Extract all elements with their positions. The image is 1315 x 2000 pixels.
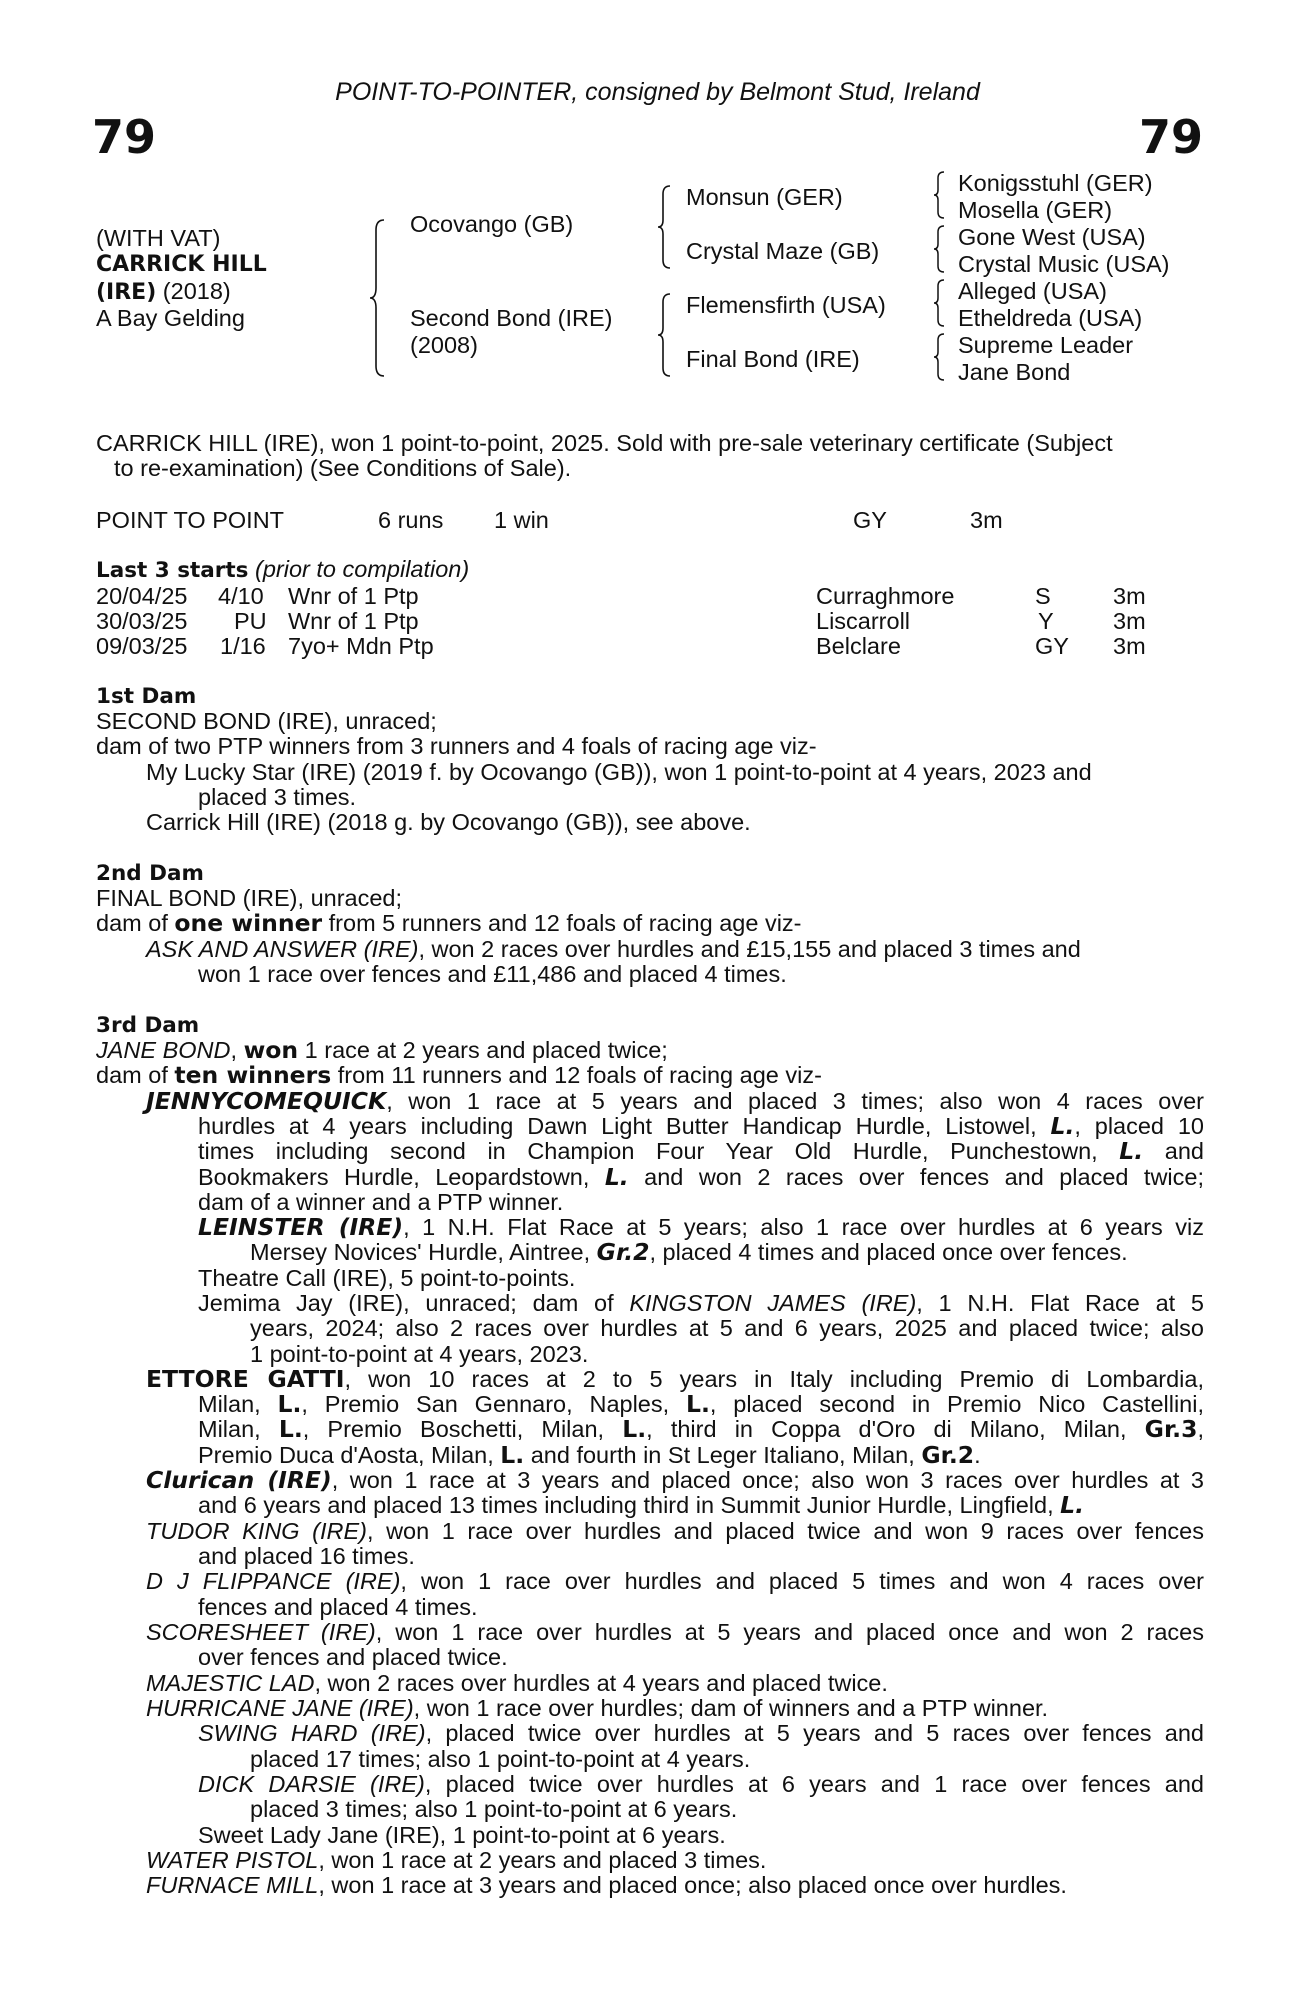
pedigree-grandparent-8: Jane Bond — [958, 359, 1071, 385]
pedigree-grandparent-4: Crystal Music (USA) — [958, 251, 1170, 277]
text-bold: won — [243, 1036, 299, 1064]
winner-name: JENNYCOMEQUICK — [146, 1087, 387, 1115]
third-dam-line — [198, 1392, 1204, 1418]
pedigree-sire: Ocovango (GB) — [410, 211, 574, 237]
winner-name: WATER PISTOL — [146, 1847, 319, 1873]
lot-number-left: 79 — [92, 110, 157, 164]
start-position: 1/16 — [220, 633, 266, 659]
pedigree-grandparent-5: Alleged (USA) — [958, 278, 1107, 304]
sire-parents-brace — [656, 184, 674, 270]
second-dam-line — [96, 911, 802, 937]
start-distance: 3m — [1113, 583, 1146, 609]
text: , won 1 race at 2 years and placed 3 times. — [318, 1847, 767, 1873]
winner-name: DICK DARSIE (IRE) — [198, 1771, 425, 1797]
start-distance: 3m — [1113, 608, 1146, 634]
winner-name: MAJESTIC LAD — [146, 1670, 315, 1696]
text: , 1 N.H. Flat Race at 5 — [916, 1290, 1204, 1316]
third-dam-line: Sweet Lady Jane (IRE), 1 point-to-point at 6 years. — [198, 1822, 726, 1848]
pedigree-grandparent-1: Konigsstuhl (GER) — [958, 170, 1153, 196]
third-dam-line — [146, 1671, 888, 1697]
text: , placed second in Premio Nico Castellini, — [709, 1391, 1204, 1417]
text: , placed twice over hurdles at 5 years and 5 races over fences and — [425, 1720, 1204, 1746]
text: . — [974, 1442, 981, 1468]
listed-badge: L. — [278, 1415, 303, 1443]
record-label: POINT TO POINT — [96, 507, 285, 533]
text: , Premio San Gennaro, Naples, — [301, 1391, 686, 1417]
text-bold: ten winners — [174, 1061, 332, 1089]
text: , won 1 race at 3 years and placed once; also won 3 races over hurdles at 3 — [331, 1467, 1205, 1493]
third-dam-line — [198, 1721, 1204, 1747]
second-dam-line: FINAL BOND (IRE), unraced; — [96, 885, 403, 911]
start-date: 30/03/25 — [96, 608, 188, 634]
last-starts-note: (prior to compilation) — [248, 556, 470, 582]
lot-number-right: 79 — [1138, 110, 1203, 164]
record-wins: 1 win — [494, 507, 549, 533]
text: Jemima Jay (IRE), unraced; dam of — [198, 1290, 630, 1316]
winner-name: KINGSTON JAMES (IRE) — [629, 1290, 917, 1316]
text: , won 1 race over hurdles and placed twice and won 9 races over fences — [366, 1518, 1204, 1544]
third-dam-line — [146, 1519, 1204, 1545]
summary-line-1: CARRICK HILL (IRE), won 1 point-to-point, 2025. Sold with pre-sale veterinary certificate (Subject — [96, 430, 1113, 456]
third-dam-line — [198, 1165, 1204, 1191]
dam-parents-brace — [656, 292, 674, 378]
start-race: 7yo+ Mdn Ptp — [288, 633, 434, 659]
group-badge: Gr.3 — [1144, 1415, 1198, 1443]
text: Mersey Novices' Hurdle, Aintree, — [250, 1239, 597, 1265]
dam-name: JANE BOND — [96, 1037, 231, 1063]
listed-badge: L. — [685, 1390, 710, 1418]
winner-name: D J FLIPPANCE (IRE) — [146, 1568, 401, 1594]
third-dam-line: placed 3 times; also 1 point-to-point at 6 years. — [250, 1796, 738, 1822]
text: , won 1 race over hurdles at 5 years and placed once and won 2 races — [375, 1619, 1204, 1645]
listed-badge: L. — [1050, 1112, 1075, 1140]
third-dam-line — [198, 1139, 1204, 1165]
horse-description: A Bay Gelding — [96, 305, 245, 331]
text: and 6 years and placed 13 times including third in Summit Junior Hurdle, Lingfield, — [198, 1492, 1061, 1518]
text: from 5 runners and 12 foals of racing age viz- — [322, 910, 802, 936]
third-dam-line — [146, 1696, 1048, 1722]
start-race: Wnr of 1 Ptp — [288, 583, 419, 609]
winner-name: HURRICANE JANE (IRE) — [146, 1695, 414, 1721]
text: , won 2 races over hurdles and £15,155 and placed 3 times and — [418, 936, 1081, 962]
third-dam-heading: 3rd Dam — [96, 1013, 200, 1038]
listed-badge: L. — [500, 1441, 525, 1469]
text: Bookmakers Hurdle, Leopardstown, — [198, 1164, 605, 1190]
third-dam-line — [198, 1215, 1204, 1241]
text: , 1 N.H. Flat Race at 5 years; also 1 race over hurdles at 6 years viz — [403, 1214, 1204, 1240]
catalogue-header: POINT-TO-POINTER, consigned by Belmont Stud, Ireland — [335, 78, 980, 106]
text: , won 10 races at 2 to 5 years in Italy including Premio di Lombardia, — [344, 1366, 1204, 1392]
third-dam-line — [198, 1443, 981, 1469]
last-starts-title — [96, 557, 469, 584]
text: , — [230, 1037, 244, 1063]
pedigree-dam-dam: Final Bond (IRE) — [686, 346, 860, 372]
third-dam-line: dam of a winner and a PTP winner. — [198, 1189, 564, 1215]
record-going: GY — [853, 507, 887, 533]
last-starts-heading: Last 3 starts — [96, 558, 249, 583]
text: , won 2 races over hurdles at 4 years and placed twice. — [314, 1670, 888, 1696]
text-bold: one winner — [174, 909, 323, 937]
first-dam-line: My Lucky Star (IRE) (2019 f. by Ocovango (GB)), won 1 point-to-point at 4 years, 2023 and — [146, 759, 1092, 785]
third-dam-line: 1 point-to-point at 4 years, 2023. — [250, 1341, 589, 1367]
listed-badge: L. — [1119, 1137, 1144, 1165]
text: Milan, — [198, 1416, 279, 1442]
second-dam-heading: 2nd Dam — [96, 861, 204, 886]
third-dam-line — [146, 1620, 1204, 1646]
text: 1 race at 2 years and placed twice; — [298, 1037, 668, 1063]
third-dam-line — [198, 1772, 1204, 1798]
text: , Premio Boschetti, Milan, — [302, 1416, 623, 1442]
second-dam-line — [146, 937, 1081, 963]
start-going: Y — [1038, 608, 1054, 634]
pedigree-grandparent-2: Mosella (GER) — [958, 197, 1113, 223]
third-dam-line — [146, 1468, 1204, 1494]
vat-note: (WITH VAT) — [96, 225, 221, 251]
winner-name: ETTORE GATTI — [146, 1365, 345, 1393]
g-brace-2 — [932, 224, 948, 274]
start-position: PU — [234, 608, 267, 634]
g-brace-3 — [932, 278, 948, 328]
listed-badge: L. — [622, 1415, 647, 1443]
third-dam-line — [146, 1569, 1204, 1595]
text: and won 2 races over fences and placed twice; — [628, 1164, 1204, 1190]
third-dam-line — [96, 1063, 822, 1089]
sire-dam-brace — [368, 218, 388, 378]
start-distance: 3m — [1113, 633, 1146, 659]
winner-name: TUDOR KING (IRE) — [146, 1518, 367, 1544]
winner-name: SWING HARD (IRE) — [198, 1720, 426, 1746]
third-dam-line — [250, 1316, 1204, 1342]
start-date: 20/04/25 — [96, 583, 188, 609]
pedigree-sire-sire: Monsun (GER) — [686, 184, 843, 210]
text: dam of — [96, 910, 175, 936]
text: , won 1 race at 3 years and placed once; also placed once over hurdles. — [318, 1872, 1067, 1898]
third-dam-line — [198, 1417, 1204, 1443]
record-runs: 6 runs — [378, 507, 444, 533]
text: , won 1 race at 5 years and placed 3 times; also won 4 races over — [386, 1088, 1204, 1114]
winner-name: ASK AND ANSWER (IRE) — [146, 936, 419, 962]
start-going: S — [1035, 583, 1051, 609]
horse-year: (2018) — [156, 278, 231, 304]
third-dam-line — [198, 1493, 1084, 1519]
listed-badge: L. — [604, 1163, 629, 1191]
start-course: Liscarroll — [816, 608, 911, 634]
third-dam-line — [146, 1873, 1067, 1899]
start-going: GY — [1035, 633, 1069, 659]
third-dam-line — [96, 1038, 668, 1064]
pedigree-sire-dam: Crystal Maze (GB) — [686, 238, 880, 264]
second-dam-line: won 1 race over fences and £11,486 and placed 4 times. — [198, 961, 787, 987]
first-dam-line: dam of two PTP winners from 3 runners and 4 foals of racing age viz- — [96, 733, 817, 759]
winner-name: Clurican (IRE) — [146, 1466, 332, 1494]
third-dam-line — [250, 1240, 1128, 1266]
text: and — [1143, 1138, 1204, 1164]
text: from 11 runners and 12 foals of racing age viz- — [331, 1062, 822, 1088]
record-distance: 3m — [970, 507, 1003, 533]
first-dam-line: Carrick Hill (IRE) (2018 g. by Ocovango (GB)), see above. — [146, 809, 751, 835]
start-date: 09/03/25 — [96, 633, 188, 659]
third-dam-line: and placed 16 times. — [198, 1543, 415, 1569]
third-dam-line — [198, 1114, 1204, 1140]
horse-origin-year — [96, 279, 231, 306]
g-brace-1 — [932, 170, 948, 220]
pedigree-dam-sire: Flemensfirth (USA) — [686, 292, 886, 318]
third-dam-line — [146, 1089, 1204, 1115]
text: Milan, — [198, 1391, 278, 1417]
third-dam-line: over fences and placed twice. — [198, 1644, 508, 1670]
start-position: 4/10 — [218, 583, 264, 609]
start-course: Belclare — [816, 633, 901, 659]
winner-name: FURNACE MILL — [146, 1872, 319, 1898]
text: , — [1197, 1416, 1204, 1442]
pedigree-grandparent-6: Etheldreda (USA) — [958, 305, 1143, 331]
text: , placed 10 — [1074, 1113, 1204, 1139]
text: , placed 4 times and placed once over fences. — [649, 1239, 1128, 1265]
text: and fourth in St Leger Italiano, Milan, — [524, 1442, 922, 1468]
start-race: Wnr of 1 Ptp — [288, 608, 419, 634]
text: dam of — [96, 1062, 175, 1088]
pedigree-dam: Second Bond (IRE) — [410, 305, 613, 331]
winner-name: LEINSTER (IRE) — [198, 1213, 404, 1241]
third-dam-line: Theatre Call (IRE), 5 point-to-points. — [198, 1265, 576, 1291]
group-badge: Gr.2 — [921, 1441, 975, 1469]
summary-line-2: to re-examination) (See Conditions of Sale). — [114, 455, 572, 481]
first-dam-line: placed 3 times. — [198, 784, 357, 810]
text: times including second in Champion Four Year Old Hurdle, Punchestown, — [198, 1138, 1120, 1164]
first-dam-line: SECOND BOND (IRE), unraced; — [96, 708, 437, 734]
group-badge: Gr.2 — [596, 1238, 650, 1266]
listed-badge: L. — [277, 1390, 302, 1418]
horse-name: CARRICK HILL — [96, 252, 267, 277]
pedigree-grandparent-7: Supreme Leader — [958, 332, 1134, 358]
g-brace-4 — [932, 332, 948, 382]
third-dam-line — [146, 1848, 766, 1874]
winner-name: SCORESHEET (IRE) — [146, 1619, 376, 1645]
text: years, 2024; also 2 races over hurdles at 5 and 6 years, 2025 and placed twice; also — [250, 1315, 1204, 1341]
horse-origin: (IRE) — [96, 280, 157, 305]
first-dam-heading: 1st Dam — [96, 684, 197, 709]
start-course: Curraghmore — [816, 583, 955, 609]
text: Premio Duca d'Aosta, Milan, — [198, 1442, 501, 1468]
listed-badge: L. — [1060, 1491, 1085, 1519]
pedigree-grandparent-3: Gone West (USA) — [958, 224, 1146, 250]
third-dam-line — [146, 1367, 1204, 1393]
pedigree-dam-year: (2008) — [410, 332, 478, 358]
third-dam-line: fences and placed 4 times. — [198, 1594, 478, 1620]
third-dam-line: placed 17 times; also 1 point-to-point at 4 years. — [250, 1746, 751, 1772]
text: , won 1 race over hurdles and placed 5 times and won 4 races over — [400, 1568, 1204, 1594]
third-dam-line — [198, 1291, 1204, 1317]
text: hurdles at 4 years including Dawn Light Butter Handicap Hurdle, Listowel, — [198, 1113, 1051, 1139]
text: , won 1 race over hurdles; dam of winners and a PTP winner. — [413, 1695, 1049, 1721]
text: , third in Coppa d'Oro di Milano, Milan, — [646, 1416, 1145, 1442]
text: , placed twice over hurdles at 6 years and 1 race over fences and — [424, 1771, 1204, 1797]
